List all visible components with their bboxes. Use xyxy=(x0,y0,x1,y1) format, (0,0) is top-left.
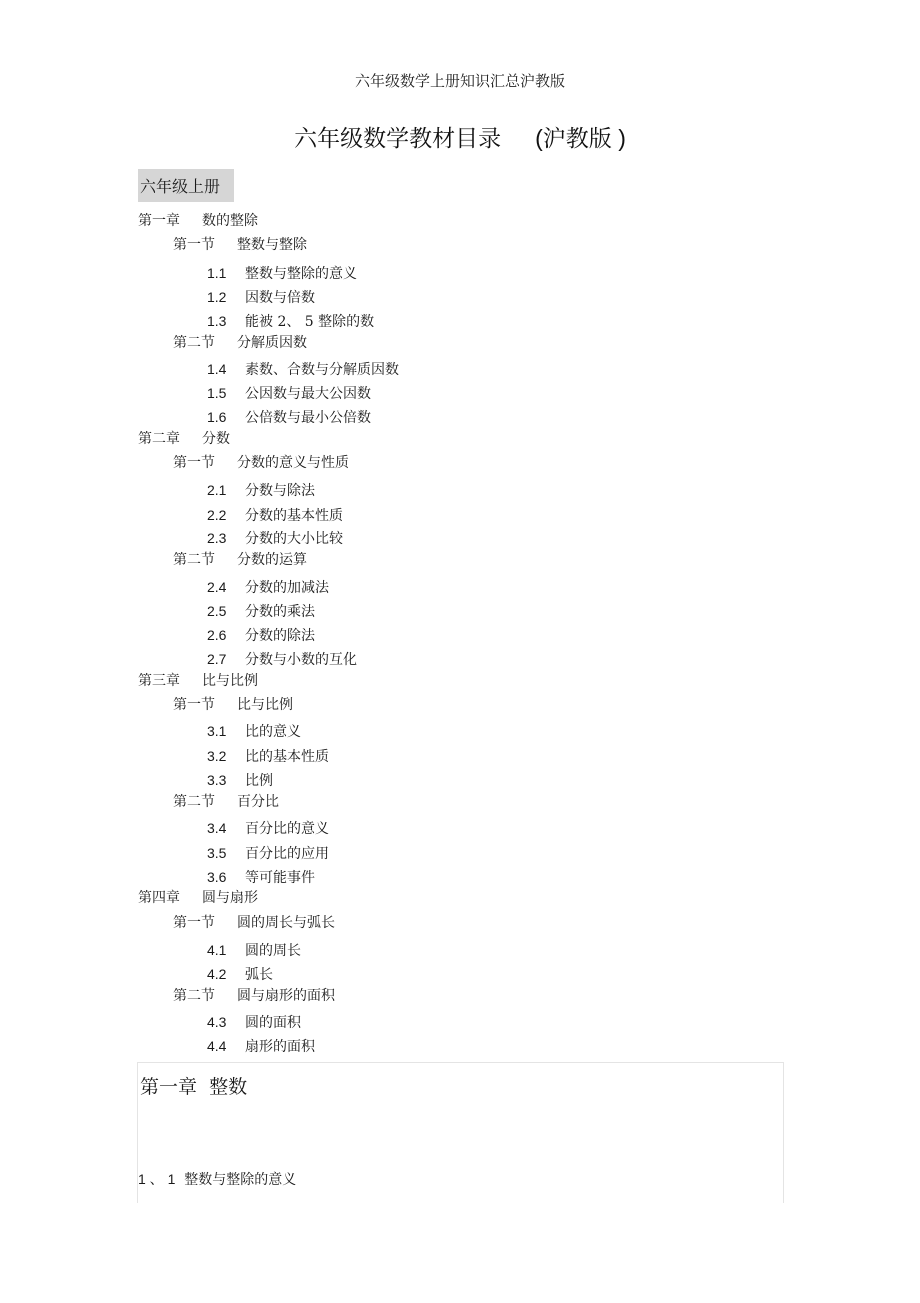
toc-item-title: 分数的大小比较 xyxy=(245,531,343,547)
toc-item-number: 2.5 xyxy=(207,603,227,619)
toc-section-title: 整数与整除 xyxy=(237,237,307,253)
toc-item-number: 3.3 xyxy=(207,772,227,788)
toc-section-number: 第一节 xyxy=(173,237,215,253)
toc-item-number: 2.4 xyxy=(207,579,227,595)
toc-item-number: 2.6 xyxy=(207,627,227,643)
toc-section-title: 分数的运算 xyxy=(237,552,307,568)
toc-section xyxy=(173,794,279,810)
toc-item xyxy=(207,289,315,306)
toc-item-number: 1.5 xyxy=(207,385,227,401)
toc-chapter-number: 第一章 xyxy=(138,213,180,229)
toc-item-number: 3.4 xyxy=(207,820,227,836)
title-edition: (沪教版 ) xyxy=(535,125,626,151)
chapter-heading: 第一章 整数 xyxy=(140,1076,248,1098)
toc-chapter-number: 第三章 xyxy=(138,673,180,689)
toc-section xyxy=(173,697,293,713)
toc-chapter-number: 第四章 xyxy=(138,890,180,906)
toc-item-title: 圆的面积 xyxy=(245,1015,301,1031)
toc-item xyxy=(207,942,301,959)
toc-item-number: 3.6 xyxy=(207,869,227,885)
toc-item xyxy=(207,869,315,886)
toc-item-number: 1.3 xyxy=(207,313,227,329)
toc-item xyxy=(207,265,357,282)
toc-section-title: 圆的周长与弧长 xyxy=(237,915,335,931)
toc-section-number: 第二节 xyxy=(173,988,215,1004)
toc-item-title: 素数、合数与分解质因数 xyxy=(245,362,399,378)
toc-item-title: 分数与除法 xyxy=(245,483,315,499)
toc-item-number: 1.1 xyxy=(207,265,227,281)
toc-item-title: 分数的基本性质 xyxy=(245,508,343,524)
toc-item-title: 因数与倍数 xyxy=(245,290,315,306)
toc-chapter xyxy=(138,431,230,447)
toc-item-number: 3.5 xyxy=(207,845,227,861)
toc-item-title: 公因数与最大公因数 xyxy=(245,386,371,402)
toc-item-number: 3.2 xyxy=(207,748,227,764)
toc-item xyxy=(207,627,315,644)
toc-section-title: 百分比 xyxy=(237,794,279,810)
toc-item-number: 2.2 xyxy=(207,507,227,523)
toc-item-number: 4.4 xyxy=(207,1038,227,1054)
toc-chapter-title: 圆与扇形 xyxy=(202,890,258,906)
toc-item xyxy=(207,579,329,596)
toc-section-title: 分解质因数 xyxy=(237,335,307,351)
toc-item xyxy=(207,845,329,862)
toc-section-number: 第一节 xyxy=(173,915,215,931)
toc-item xyxy=(207,507,343,524)
toc-section-title: 圆与扇形的面积 xyxy=(237,988,335,1004)
toc-item-title: 公倍数与最小公倍数 xyxy=(245,410,371,426)
toc-section-title: 比与比例 xyxy=(237,697,293,713)
toc-section xyxy=(173,335,307,351)
toc-item xyxy=(207,361,399,378)
toc-chapter-title: 比与比例 xyxy=(202,673,258,689)
toc-item-title: 分数与小数的互化 xyxy=(245,652,357,668)
toc-chapter xyxy=(138,673,258,689)
toc-section-title: 分数的意义与性质 xyxy=(237,455,349,471)
toc-section xyxy=(173,237,307,253)
toc-item xyxy=(207,1038,315,1055)
toc-item xyxy=(207,820,329,837)
toc-section xyxy=(173,552,307,568)
toc-item-title: 整数与整除的意义 xyxy=(245,266,357,282)
toc-item xyxy=(207,482,315,499)
toc-item-title: 能被 2、 5 整除的数 xyxy=(245,314,375,330)
toc-item xyxy=(207,772,273,789)
toc-item-number: 1.2 xyxy=(207,289,227,305)
toc-item xyxy=(207,530,343,547)
toc-item xyxy=(207,651,357,668)
toc-item-title: 分数的乘法 xyxy=(245,604,315,620)
toc-section-number: 第二节 xyxy=(173,335,215,351)
toc-section-number: 第一节 xyxy=(173,697,215,713)
toc-item-title: 比的意义 xyxy=(245,724,301,740)
toc-item-number: 2.7 xyxy=(207,651,227,667)
toc-item-number: 4.1 xyxy=(207,942,227,958)
toc-item-number: 2.3 xyxy=(207,530,227,546)
section-heading-number: 1 、 1 xyxy=(138,1171,176,1187)
toc-section-number: 第一节 xyxy=(173,455,215,471)
toc-item xyxy=(207,1014,301,1031)
toc-item-title: 等可能事件 xyxy=(245,870,315,886)
toc-item-number: 4.2 xyxy=(207,966,227,982)
toc-item-title: 分数的除法 xyxy=(245,628,315,644)
toc-item xyxy=(207,603,315,620)
toc-section xyxy=(173,988,335,1004)
grade-label: 六年级上册 xyxy=(138,169,234,202)
toc-chapter-title: 数的整除 xyxy=(202,213,258,229)
toc-chapter-number: 第二章 xyxy=(138,431,180,447)
page-title xyxy=(0,120,920,153)
toc-section-number: 第二节 xyxy=(173,552,215,568)
toc-item xyxy=(207,748,329,765)
section-heading-text: 整数与整除的意义 xyxy=(184,1172,297,1188)
toc-item xyxy=(207,313,374,330)
toc-chapter xyxy=(138,890,258,906)
toc-item-title: 弧长 xyxy=(245,967,273,983)
title-main: 六年级数学教材目录 xyxy=(294,126,502,152)
toc-item xyxy=(207,385,371,402)
toc-item-title: 比的基本性质 xyxy=(245,749,329,765)
toc-item xyxy=(207,966,273,983)
toc-item-title: 扇形的面积 xyxy=(245,1039,315,1055)
document-header: 六年级数学上册知识汇总沪教版 xyxy=(354,72,565,90)
toc-item-title: 分数的加减法 xyxy=(245,580,329,596)
toc-section-number: 第二节 xyxy=(173,794,215,810)
toc-item-title: 百分比的意义 xyxy=(245,821,329,837)
toc-chapter xyxy=(138,213,258,229)
toc-item-title: 比例 xyxy=(245,773,273,789)
toc-item-number: 1.6 xyxy=(207,409,227,425)
toc-section xyxy=(173,455,349,471)
toc-item-number: 3.1 xyxy=(207,723,227,739)
toc-item xyxy=(207,723,301,740)
toc-item-number: 4.3 xyxy=(207,1014,227,1030)
toc-item xyxy=(207,409,371,426)
toc-item-number: 1.4 xyxy=(207,361,227,377)
section-heading xyxy=(138,1169,296,1189)
toc-item-title: 圆的周长 xyxy=(245,943,301,959)
toc-section xyxy=(173,915,335,931)
toc-chapter-title: 分数 xyxy=(202,431,230,447)
toc-item-number: 2.1 xyxy=(207,482,227,498)
toc-item-title: 百分比的应用 xyxy=(245,846,329,862)
